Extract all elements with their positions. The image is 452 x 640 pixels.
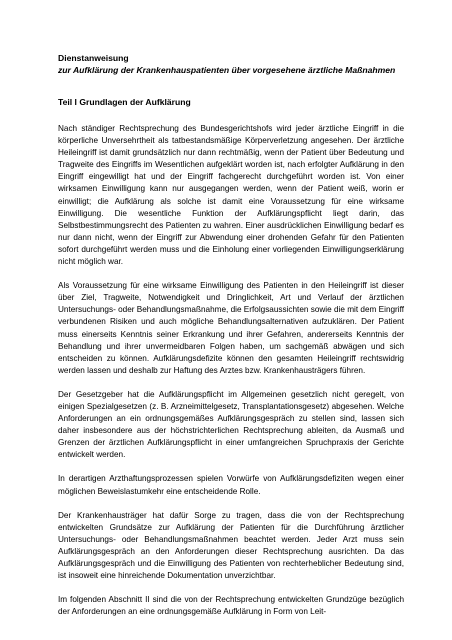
paragraph: In derartigen Arzthaftungsprozessen spielen Vorwürfe von Aufklärungsdefiziten wegen einer möglichen Beweislastumkehr eine entscheidende Rolle. <box>58 474 404 496</box>
document-title: Dienstanweisung <box>58 53 129 63</box>
document-subtitle: zur Aufklärung der Krankenhauspatienten über vorgesehene ärztliche Maßnahmen <box>58 65 396 75</box>
paragraph: Im folgenden Abschnitt II sind die von der Rechtsprechung entwickelten Grundzüge bezüglich der Anforderungen an eine ordnungsgemäße Aufklärung in Form von Leit- <box>58 595 404 617</box>
paragraph: Der Krankenhausträger hat dafür Sorge zu tragen, dass die von der Rechtsprechung entwickelten Grundsätze zur Aufklärung der Patienten für die Durchführung ärztlicher Untersuchungs- oder Behandlungsmaßnahmen beachtet werden. Jeder Arzt muss sein Aufklärungsgespräch an den Anforderungen dieser Rechtsprechung ausrichten. Da das Aufklärungsgespräch und die Einwilligung des Patienten von rechterheblicher Bedeutung sind, ist insoweit eine hinreichende Dokumentation unverzichtbar. <box>58 510 404 581</box>
paragraph: Als Voraussetzung für eine wirksame Einwilligung des Patienten in den Heileingriff ist dieser über Ziel, Tragweite, Notwendigkeit und Dringlichkeit, Art und Verlauf der ärztlichen Untersuchungs- oder Behandlungsmaßnahme, die Erfolgsaussichten sowie die mit dem Eingriff verbundenen Risiken und auch mögliche Behandlungsalternativen aufzuklären. Der Patient muss einerseits Kenntnis seiner Erkrankung und ihrer Gefahren, andererseits Kenntnis der Behandlung und ihrer unvermeidbaren Folgen haben, um sachgemäß abwägen und sich entscheiden zu können. Aufklärungsdefizite können den gesamten Heileingriff rechtswidrig werden lassen und deshalb zur Haftung des Arztes bzw. Krankenhausträgers führen. <box>58 281 404 375</box>
section-heading: Teil I Grundlagen der Aufklärung <box>58 97 191 107</box>
paragraph: Der Gesetzgeber hat die Aufklärungspflicht im Allgemeinen gesetzlich nicht geregelt, von einigen Spezialgesetzen (z. B. Arzneimittelgesetz, Transplantationsgesetz) abgesehen. Welche Anforderungen an ein ordnungsgemäßes Aufklärungsgespräch zu stellen sind, lassen sich daher insbesondere aus der höchstrichterlichen Rechtsprechung ableiten, da Ausmaß und Grenzen der ärztlichen Aufklärungspflicht in einer umfangreichen Spruchpraxis der Gerichte entwickelt werden. <box>58 389 404 460</box>
document-page <box>58 52 404 630</box>
paragraph: Nach ständiger Rechtsprechung des Bundesgerichtshofs wird jeder ärztliche Eingriff in die körperliche Unversehrtheit als tatbestandsmäßige Körperverletzung angesehen. Der ärztliche Heileingriff ist damit grundsätzlich nur dann rechtmäßig, wenn der Patient über Bedeutung und Tragweite des Eingriffs im Wesentlichen aufgeklärt worden ist, nach erfolgter Aufklärung in den Eingriff eingewilligt hat und der Eingriff fachgerecht durchgeführt worden ist. Von einer wirksamen Einwilligung kann nur ausgegangen werden, wenn der Patient weiß, worin er einwilligt; die Aufklärung als solche ist damit eine Voraussetzung für eine wirksame Einwilligung. Die wesentliche Funktion der Aufklärungspflicht liegt darin, das Selbstbestimmungsrecht des Patienten zu wahren. Einer ausdrücklichen Einwilligung bedarf es nur dann nicht, wenn der Eingriff zur Abwendung einer drohenden Gefahr für den Patienten sofort durchgeführt werden muss und die Einholung einer vorliegenden Einwilligungserklärung nicht möglich war. <box>58 124 404 267</box>
